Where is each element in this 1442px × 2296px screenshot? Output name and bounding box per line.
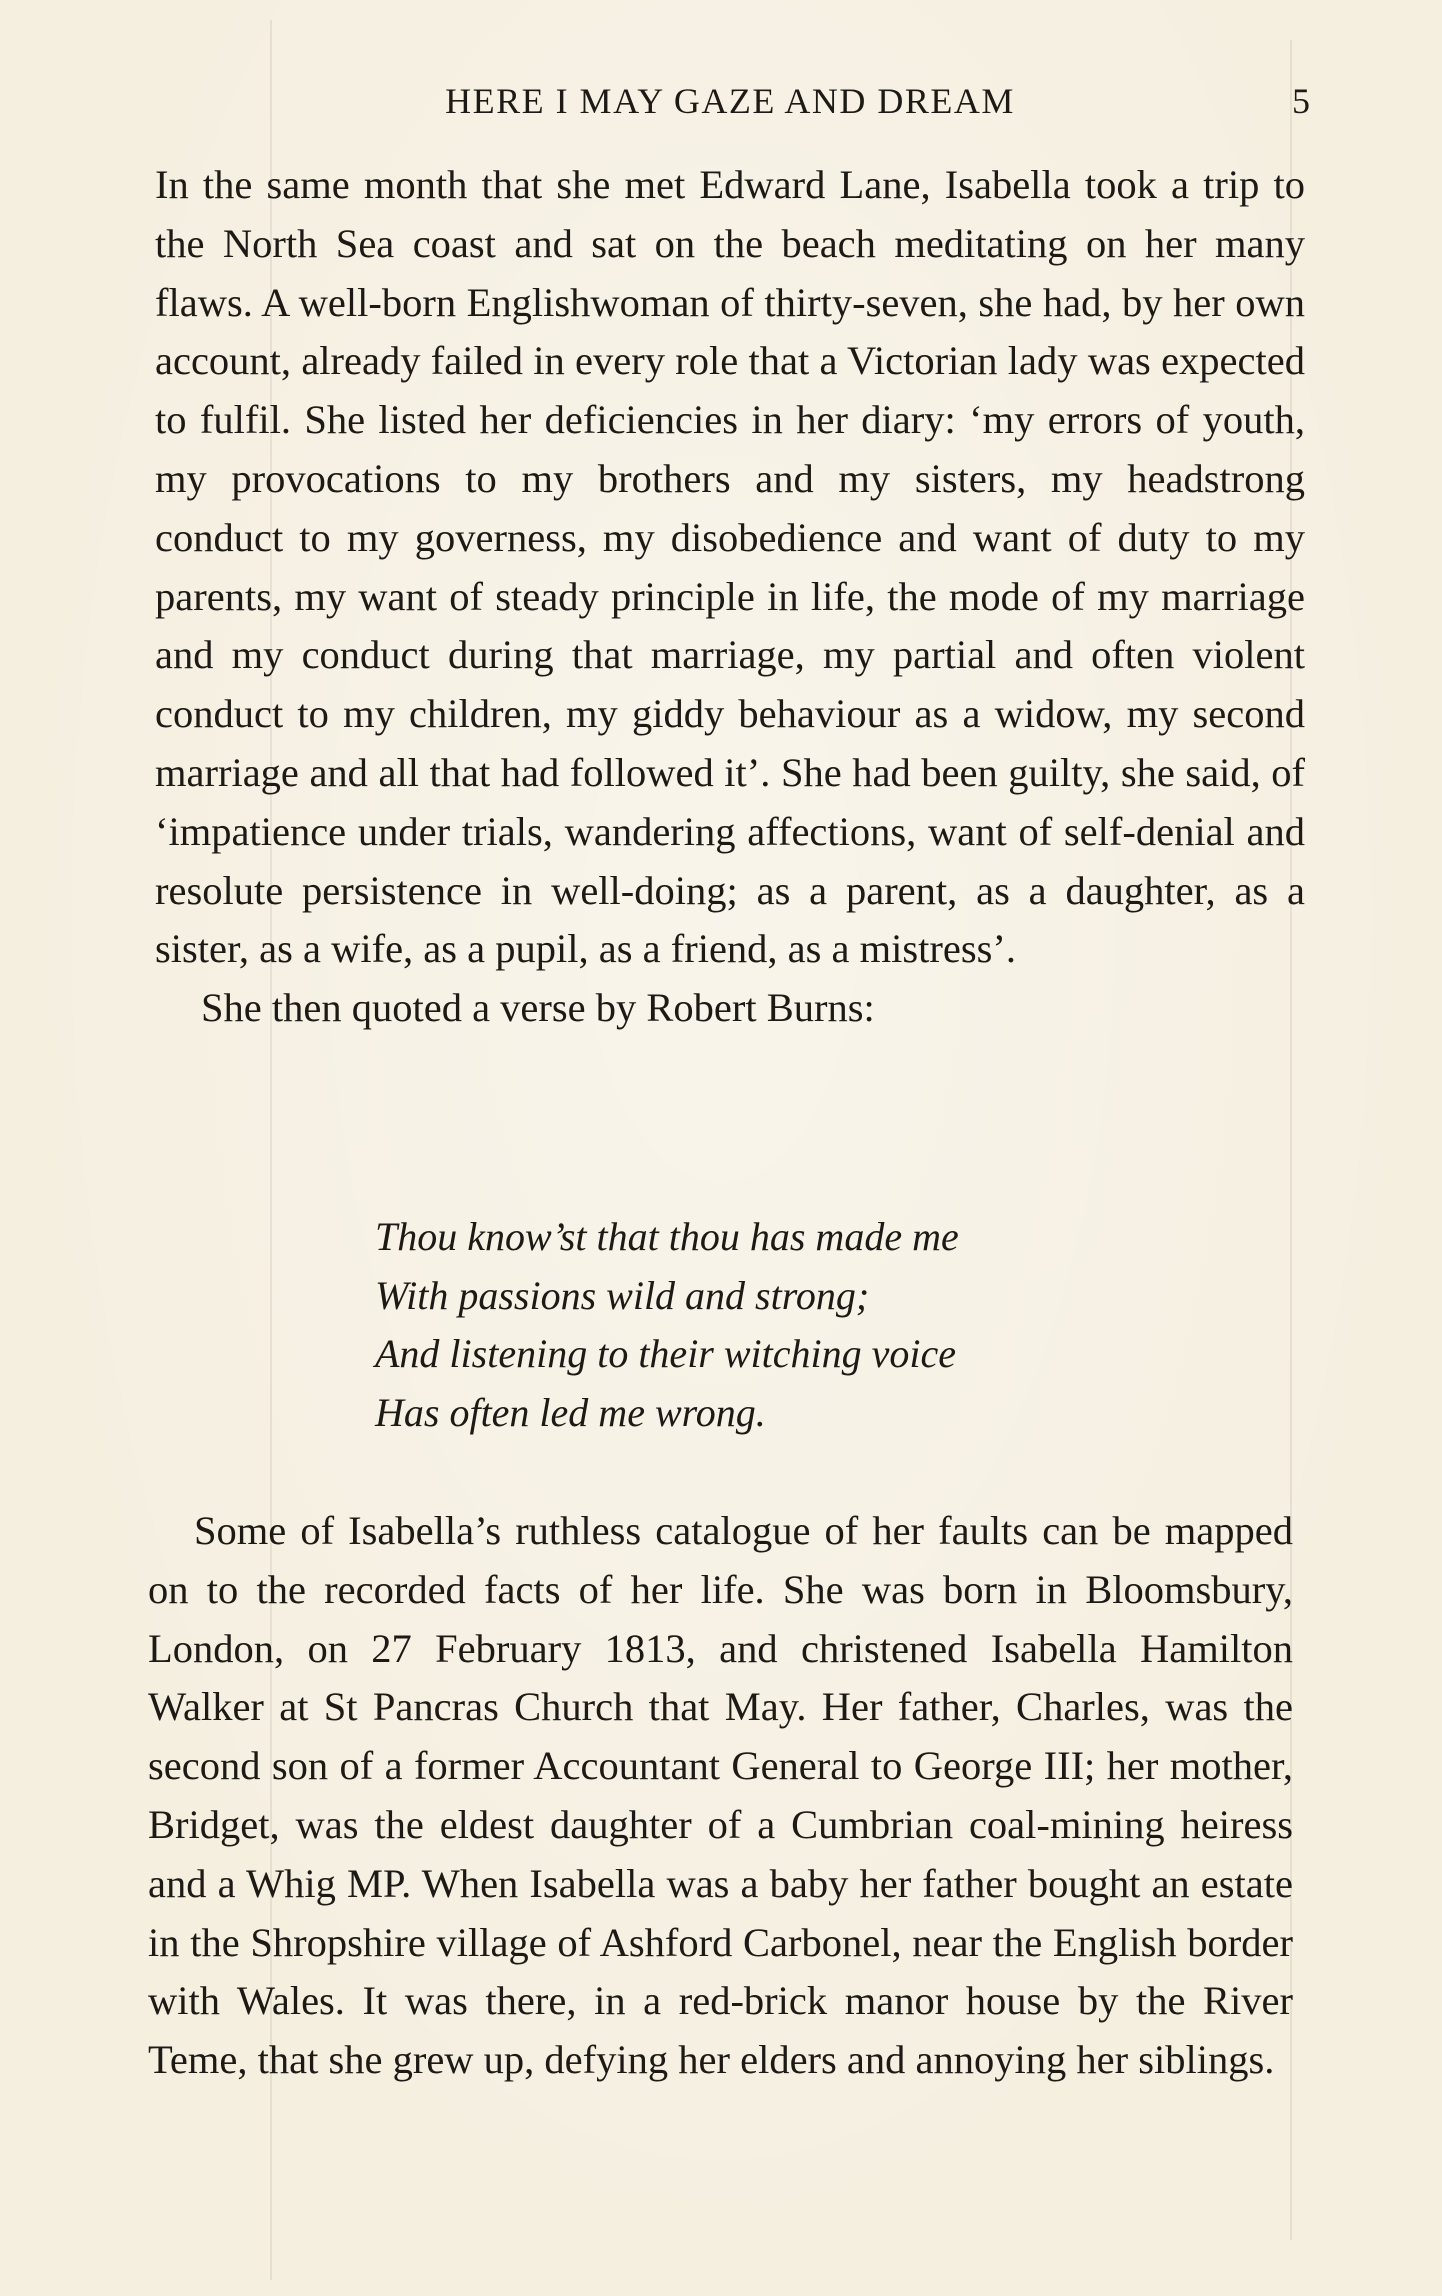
main-text-block xyxy=(155,156,1305,1038)
verse-line: Thou know’st that thou has made me xyxy=(375,1214,959,1259)
page-number: 5 xyxy=(1292,81,1310,121)
verse-line: Has often led me wrong. xyxy=(375,1389,766,1435)
verse-line: With passions wild and strong; xyxy=(375,1272,870,1318)
paragraph-2: She then quoted a verse by Robert Burns: xyxy=(201,985,875,1031)
paragraph-1: In the same month that she met Edward Lane, Isabella took a trip to the North Sea coast and sat on the beach meditating on her many flaws. A well-born Englishwoman of thirty-seven, she had, by her own account, already failed in every role that a Victorian lady was expected to fulfil. She listed her deficiencies in her diary: ‘my errors of youth, my provocations to my brothers and my sisters, my headstrong conduct to my governess, my disobedience and want of duty to my parents, my want of steady principle in life, the mode of my marriage and my conduct during that marriage, my partial and often violent conduct to my children, my giddy behaviour as a widow, my second marriage and all that had followed it’. She had been guilty, she said, of ‘impatience under trials, wandering affections, want of self-denial and resolute persistence in well-doing; as a parent, as a daughter, as a sister, as a wife, as a pupil, as a friend, as a mistress’. xyxy=(155,162,1305,972)
verse-line: And listening to their witching voice xyxy=(375,1331,957,1376)
running-head xyxy=(150,76,1310,128)
verse-quote xyxy=(375,1208,959,1442)
running-title: HERE I MAY GAZE AND DREAM xyxy=(445,81,1015,121)
paragraph-3: Some of Isabella’s ruthless catalogue of her faults can be mapped on to the recorded facts of her life. She was born in Bloomsbury, London, on 27 February 1813, and christened Isabella Hamilton Walker at St Pancras Church that May. Her father, Charles, was the second son of a former Accountant General to George III; her mother, Bridget, was the eldest daughter of a Cumbrian coal-mining heiress and a Whig MP. When Isabella was a baby her father bought an estate in the Shropshire village of Ashford Carbonel, near the English border with Wales. It was there, in a red-brick manor house by the River Teme, that she grew up, defying her elders and annoying her siblings. xyxy=(148,1508,1293,2083)
main-text-block-2 xyxy=(148,1502,1293,2090)
